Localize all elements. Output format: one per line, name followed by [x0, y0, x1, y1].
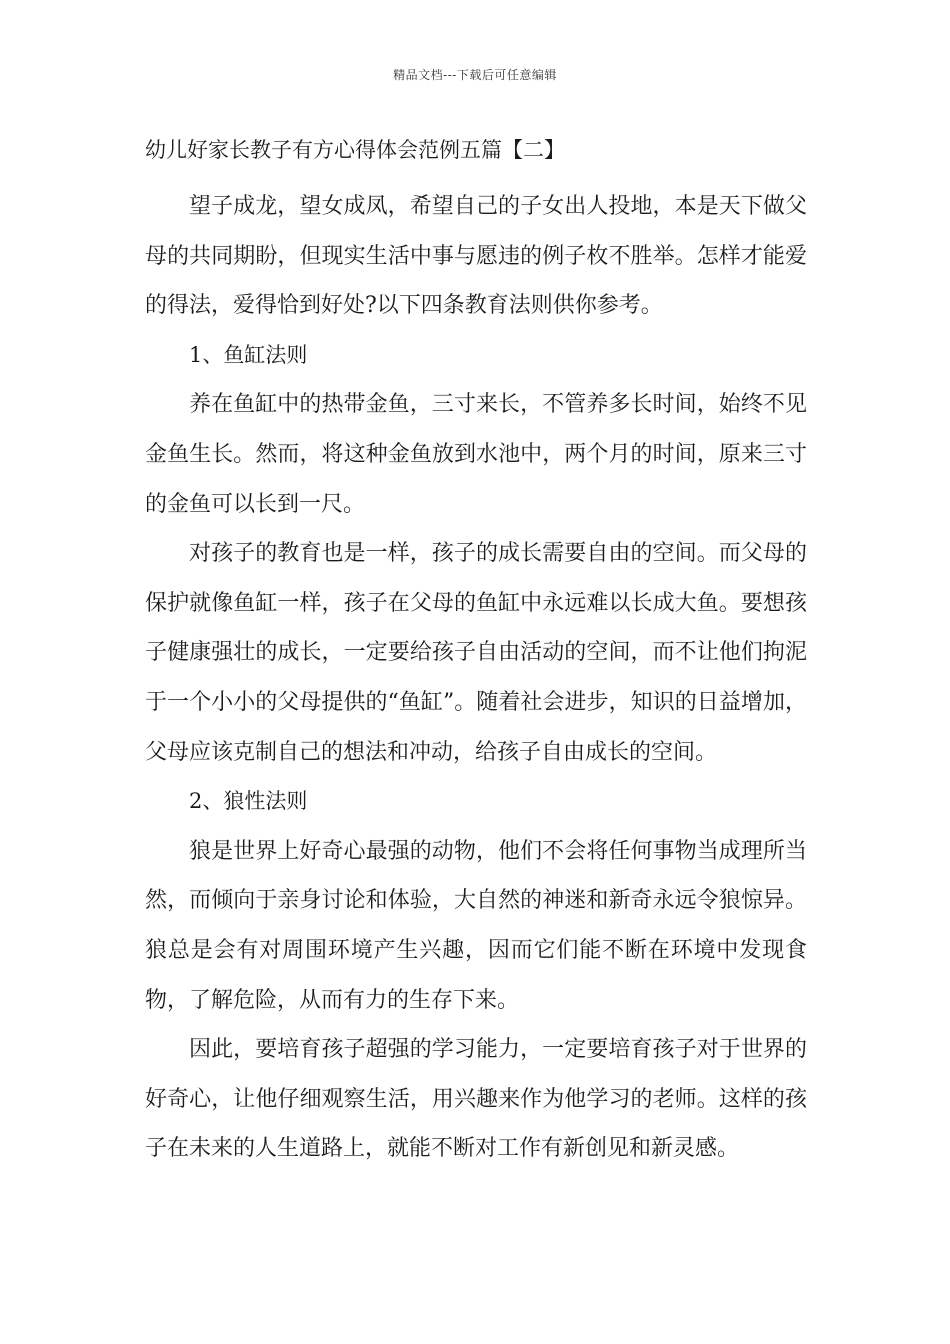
paragraph-fish-tank-2: 对孩子的教育也是一样，孩子的成长需要自由的空间。而父母的保护就像鱼缸一样，孩子在父母的鱼缸中永远难以长成大鱼。要想孩子健康强壮的成长，一定要给孩子自由活动的空间，而不让他们拘泥于一个小小的父母提供的“鱼缸”。随着社会进步，知识的日益增加，父母应该克制自己的想法和冲动，给孩子自由成长的空间。: [145, 541, 807, 765]
section-heading-fish-tank: 1、鱼缸法则: [189, 342, 308, 367]
document-title: 幼儿好家长教子有方心得体会范例五篇【二】: [145, 138, 565, 162]
paragraph-intro: 望子成龙，望女成凤，希望自己的子女出人投地，本是天下做父母的共同期盼，但现实生活中事与愿违的例子枚不胜举。怎样才能爱的得法，爱得恰到好处?以下四条教育法则供你参考。: [145, 194, 807, 319]
paragraph-wolf-1: 狼是世界上好奇心最强的动物，他们不会将任何事物当成理所当然，而倾向于亲身讨论和体验，大自然的神迷和新奇永远令狼惊异。狼总是会有对周围环境产生兴趣，因而它们能不断在环境中发现食物，了解危险，从而有力的生存下来。: [145, 838, 807, 1013]
page-header: 精品文档---下载后可任意编辑: [393, 68, 557, 82]
paragraph-wolf-2: 因此，要培育孩子超强的学习能力，一定要培育孩子对于世界的好奇心，让他仔细观察生活，用兴趣来作为他学习的老师。这样的孩子在未来的人生道路上，就能不断对工作有新创见和新灵感。: [145, 1037, 807, 1162]
document-body: [145, 132, 807, 1174]
paragraph-fish-tank-1: 养在鱼缸中的热带金鱼，三寸来长，不管养多长时间，始终不见金鱼生长。然而，将这种金鱼放到水池中，两个月的时间，原来三寸的金鱼可以长到一尺。: [145, 392, 807, 517]
section-heading-wolf: 2、狼性法则: [189, 789, 308, 814]
